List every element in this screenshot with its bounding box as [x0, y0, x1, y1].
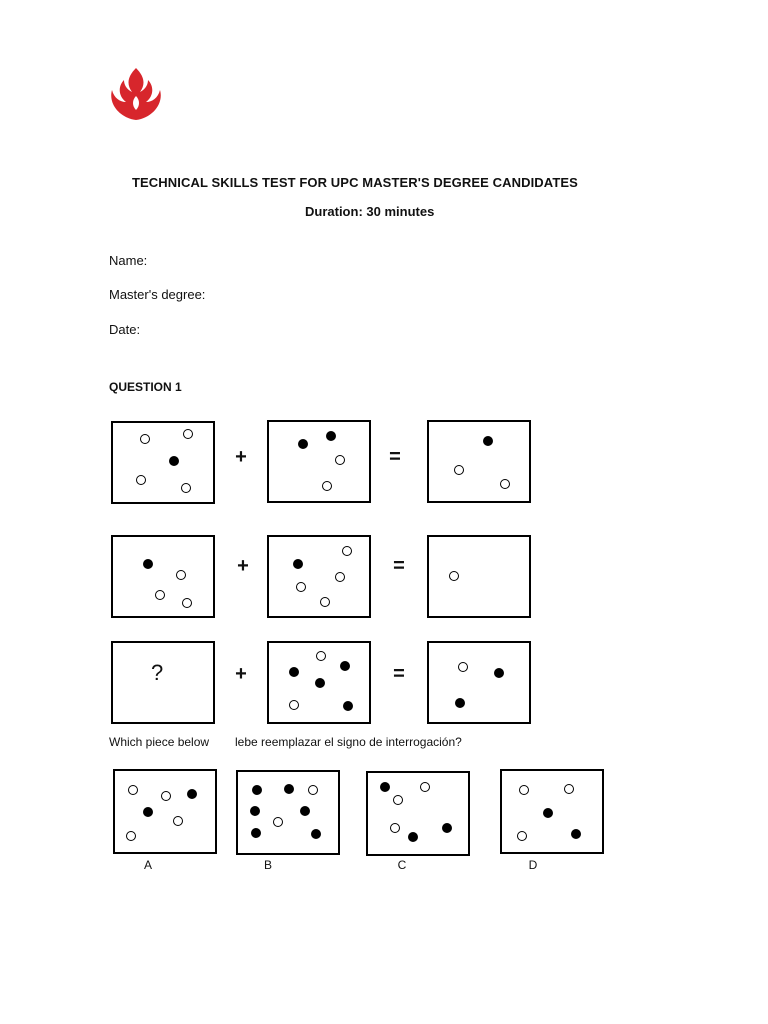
filled-dot [293, 559, 303, 569]
empty-dot [564, 784, 574, 794]
row2-result [427, 535, 531, 618]
option-b-box[interactable] [236, 770, 340, 855]
plus-sign: + [235, 446, 247, 468]
filled-dot [483, 436, 493, 446]
empty-dot [183, 429, 193, 439]
empty-dot [181, 483, 191, 493]
equals-sign: = [393, 663, 405, 685]
empty-dot [289, 700, 299, 710]
empty-dot [140, 434, 150, 444]
filled-dot [169, 456, 179, 466]
filled-dot [442, 823, 452, 833]
row3-result [427, 641, 531, 724]
empty-dot [519, 785, 529, 795]
filled-dot [380, 782, 390, 792]
empty-dot [322, 481, 332, 491]
row1-result [427, 420, 531, 503]
filled-dot [284, 784, 294, 794]
empty-dot [517, 831, 527, 841]
empty-dot [136, 475, 146, 485]
filled-dot [311, 829, 321, 839]
empty-dot [342, 546, 352, 556]
empty-dot [316, 651, 326, 661]
row2-box1 [111, 535, 215, 618]
empty-dot [420, 782, 430, 792]
filled-dot [187, 789, 197, 799]
empty-dot [335, 572, 345, 582]
equals-sign: = [393, 555, 405, 577]
filled-dot [340, 661, 350, 671]
duration-label: Duration: 30 minutes [305, 204, 435, 219]
empty-dot [173, 816, 183, 826]
option-c-box[interactable] [366, 771, 470, 856]
prompt-text-right: lebe reemplazar el signo de interrogación? [235, 735, 462, 749]
option-a-box[interactable] [113, 769, 217, 854]
filled-dot [289, 667, 299, 677]
date-field-label: Date: [109, 322, 141, 337]
filled-dot [300, 806, 310, 816]
filled-dot [298, 439, 308, 449]
empty-dot [126, 831, 136, 841]
empty-dot [161, 791, 171, 801]
empty-dot [335, 455, 345, 465]
filled-dot [571, 829, 581, 839]
empty-dot [320, 597, 330, 607]
test-title: TECHNICAL SKILLS TEST FOR UPC MASTER'S DEGREE CANDIDATES [132, 175, 578, 190]
filled-dot [494, 668, 504, 678]
filled-dot [455, 698, 465, 708]
filled-dot [143, 559, 153, 569]
empty-dot [273, 817, 283, 827]
row3-unknown-box [111, 641, 215, 724]
filled-dot [343, 701, 353, 711]
empty-dot [390, 823, 400, 833]
row3-box2 [267, 641, 371, 724]
prompt-text-left: Which piece below [109, 735, 210, 749]
equals-sign: = [389, 446, 401, 468]
row1-box2 [267, 420, 371, 503]
empty-dot [176, 570, 186, 580]
option-b-label: B [263, 858, 272, 872]
row2-box2 [267, 535, 371, 618]
plus-sign: + [235, 663, 247, 685]
filled-dot [252, 785, 262, 795]
option-d-label: D [528, 858, 538, 872]
empty-dot [155, 590, 165, 600]
filled-dot [250, 806, 260, 816]
empty-dot [393, 795, 403, 805]
empty-dot [458, 662, 468, 672]
name-field-label: Name: [109, 253, 148, 268]
empty-dot [454, 465, 464, 475]
option-c-label: C [397, 858, 407, 872]
masters-degree-field-label: Master's degree: [109, 287, 206, 302]
empty-dot [308, 785, 318, 795]
filled-dot [315, 678, 325, 688]
option-d-box[interactable] [500, 769, 604, 854]
filled-dot [543, 808, 553, 818]
empty-dot [182, 598, 192, 608]
question-mark: ? [151, 660, 164, 685]
filled-dot [251, 828, 261, 838]
filled-dot [408, 832, 418, 842]
upc-logo-icon [106, 66, 166, 122]
option-a-label: A [143, 858, 152, 872]
filled-dot [143, 807, 153, 817]
empty-dot [500, 479, 510, 489]
empty-dot [128, 785, 138, 795]
filled-dot [326, 431, 336, 441]
plus-sign: + [237, 555, 249, 577]
question-heading: QUESTION 1 [109, 380, 182, 394]
empty-dot [449, 571, 459, 581]
empty-dot [296, 582, 306, 592]
row1-box1 [111, 421, 215, 504]
